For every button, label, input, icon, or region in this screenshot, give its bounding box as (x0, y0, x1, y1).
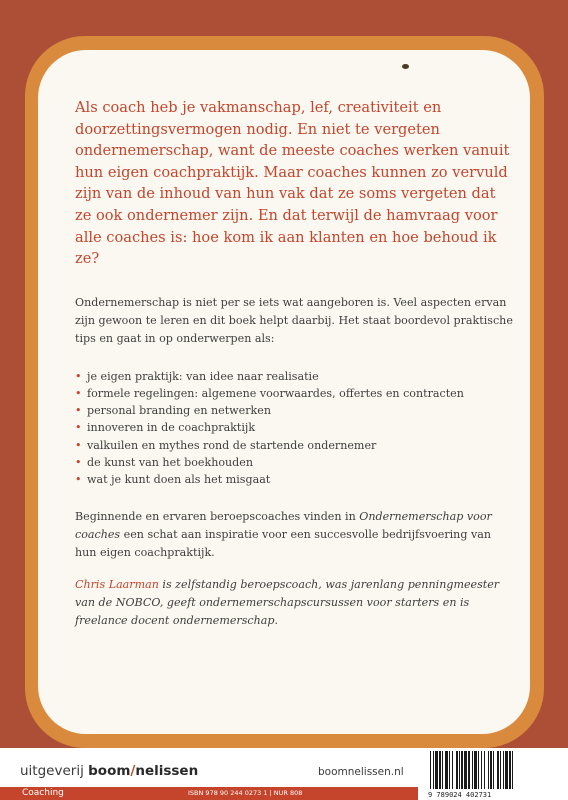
barcode-bar (456, 751, 458, 789)
barcode-bar (490, 751, 492, 789)
list-item: • valkuilen en mythes rond de startende ondernemer (75, 437, 515, 454)
barcode-bar (500, 751, 501, 789)
barcode-bar (439, 751, 441, 789)
book-title-part-2: coaches (75, 528, 121, 542)
barcode-bar (481, 751, 482, 789)
list-item: • personal branding en netwerken (75, 402, 515, 419)
author-bio (75, 576, 515, 630)
barcode-bar (435, 751, 438, 789)
barcode-bar (505, 751, 508, 789)
barcode-bar (484, 751, 485, 789)
barcode-bar (509, 751, 511, 789)
barcode-bars (424, 751, 568, 791)
barcode-bar (430, 751, 431, 789)
barcode-bar (488, 751, 489, 789)
barcode-bar (459, 751, 460, 789)
barcode-digits: 9 789024 402731 (428, 791, 492, 799)
category-bar (0, 787, 418, 800)
author-name: Chris Laarman (75, 578, 159, 592)
list-item: • wat je kunt doen als het misgaat (75, 471, 515, 488)
category-label: Coaching (22, 788, 64, 798)
barcode (424, 751, 568, 800)
back-cover-content (75, 97, 515, 630)
intro-text: Als coach heb je vakmanschap, lef, creativiteit en doorzettingsvermogen nodig. En niet te vergeten ondernemerschap, want de meeste coaches werken vanuit hun eigen coachpraktijk. Maar coaches kunnen zo vervuld zijn van de inhoud van hun vak dat ze soms vergeten dat ze ook ondernemer zijn. En dat terwijl de hamvraag voor alle coaches is: hoe kom ik aan klanten en hoe behoud ik ze? (75, 99, 510, 268)
publisher-logo (20, 763, 198, 779)
publisher-brand-b: nelissen (135, 763, 199, 779)
audience-paragraph (75, 508, 515, 562)
book-title-part-1: Ondernemerschap voor (359, 510, 492, 524)
topic-list (75, 368, 515, 488)
barcode-bar (468, 751, 470, 789)
barcode-bar (472, 751, 473, 789)
list-item: • formele regelingen: algemene voorwaardes, offertes en contracten (75, 385, 515, 402)
barcode-bar (497, 751, 499, 789)
cover-spot (402, 64, 409, 69)
author-bio-text: is zelfstandig beroepscoach, was jarenlang penningmeester van de NOBCO, geeft ondernemerschapscursussen voor starters en is freelance docent ondernemerschap. (75, 578, 500, 628)
audience-text-end: een schat aan inspiratie voor een succesvolle bedrijfsvoering van hun eigen coachpraktijk. (75, 528, 491, 560)
list-item: • je eigen praktijk: van idee naar realisatie (75, 368, 515, 385)
barcode-bar (474, 751, 477, 789)
barcode-bar (445, 751, 448, 789)
barcode-bar (512, 751, 513, 789)
barcode-bar (461, 751, 463, 789)
body-text: Ondernemerschap is niet per se iets wat aangeboren is. Veel aspecten ervan zijn gewoon te leren en dit boek helpt daarbij. Het staat boordevol praktische tips en gaat in op onderwerpen als: (75, 295, 513, 345)
barcode-bar (464, 751, 467, 789)
publisher-website: boomnelissen.nl (318, 766, 404, 778)
publisher-prefix: uitgeverij (20, 763, 89, 779)
barcode-bar (433, 751, 434, 789)
barcode-bar (478, 751, 479, 789)
barcode-bar (452, 751, 453, 789)
publisher-slash: / (130, 763, 136, 779)
barcode-bar (442, 751, 443, 789)
list-item: • innoveren in de coachpraktijk (75, 419, 515, 436)
barcode-bar (493, 751, 494, 789)
publisher-brand-a: boom (88, 763, 131, 779)
barcode-bar (503, 751, 504, 789)
isbn-line: ISBN 978 90 244 0273 1 | NUR 808 (188, 789, 303, 797)
barcode-bar (449, 751, 450, 789)
audience-text-start: Beginnende en ervaren beroepscoaches vinden in (75, 510, 360, 524)
list-item: • de kunst van het boekhouden (75, 454, 515, 471)
